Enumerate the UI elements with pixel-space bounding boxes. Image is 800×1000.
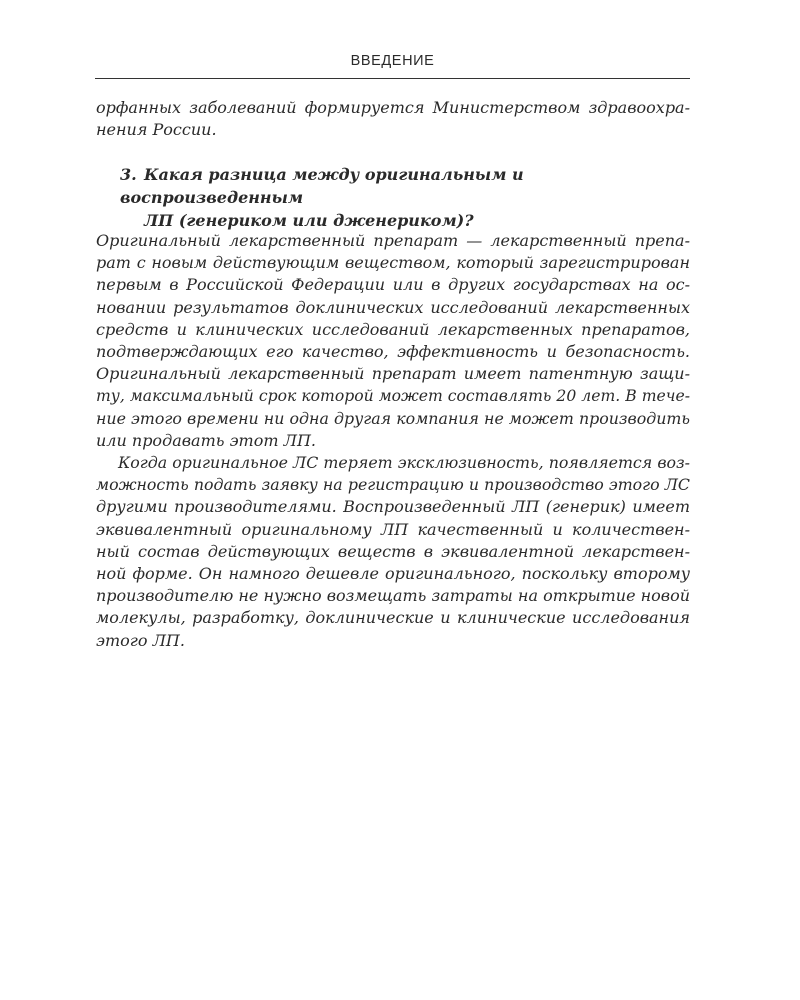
text-line: можность подать заявку на регистрацию и производство этого ЛС <box>96 475 690 495</box>
text-line: новании результатов доклинических исследований лекарственных <box>96 297 690 317</box>
text-line: другими производителями. Воспроизведенный ЛП (генерик) имеет <box>96 497 690 517</box>
paragraph-original-drug <box>96 230 690 452</box>
text-line: производителю не нужно возмещать затраты на открытие новой <box>96 586 690 606</box>
header-rule <box>95 78 690 79</box>
intro-text <box>96 97 690 141</box>
paragraph-generic-drug <box>96 452 690 652</box>
text-line: Когда оригинальное ЛС теряет эксклюзивность, появляется воз- <box>118 453 690 472</box>
text-line: ный состав действующих веществ в эквивалентной лекарствен- <box>96 541 690 561</box>
question-heading <box>120 163 680 232</box>
text-line: орфанных заболеваний формируется Министерством здравоохра- <box>96 98 690 117</box>
text-line: ние этого времени ни одна другая компания не может производить <box>96 408 690 428</box>
text-line: ной форме. Он намного дешевле оригинального, поскольку второму <box>96 564 690 584</box>
text-line: ту, максимальный срок которой может составлять 20 лет. В тече- <box>96 387 690 406</box>
question-line: Какая разница между оригинальным и воспроизведенным <box>120 165 524 207</box>
text-line: первым в Российской Федерации или в других государствах на ос- <box>96 275 690 295</box>
text-line: молекулы, разработку, доклинические и клинические исследования <box>96 608 690 628</box>
text-line: средств и клинических исследований лекарственных препаратов, <box>96 319 690 339</box>
text-line: этого ЛП. <box>96 630 185 650</box>
text-line: нения России. <box>96 120 217 140</box>
text-line: Оригинальный лекарственный препарат — лекарственный препа- <box>96 231 690 250</box>
text-line: подтверждающих его качество, эффективность и безопасность. <box>96 342 690 362</box>
question-line: ЛП (генериком или дженериком)? <box>144 211 474 230</box>
text-line: эквивалентный оригинальному ЛП качественный и количествен- <box>96 519 690 539</box>
text-line: Оригинальный лекарственный препарат имеет патентную защи- <box>96 364 690 384</box>
text-line: или продавать этот ЛП. <box>96 430 316 450</box>
running-head-title: ВВЕДЕНИЕ <box>350 53 435 69</box>
text-line: рат с новым действующим веществом, который зарегистрирован <box>96 253 690 273</box>
question-number: 3. <box>120 165 137 184</box>
